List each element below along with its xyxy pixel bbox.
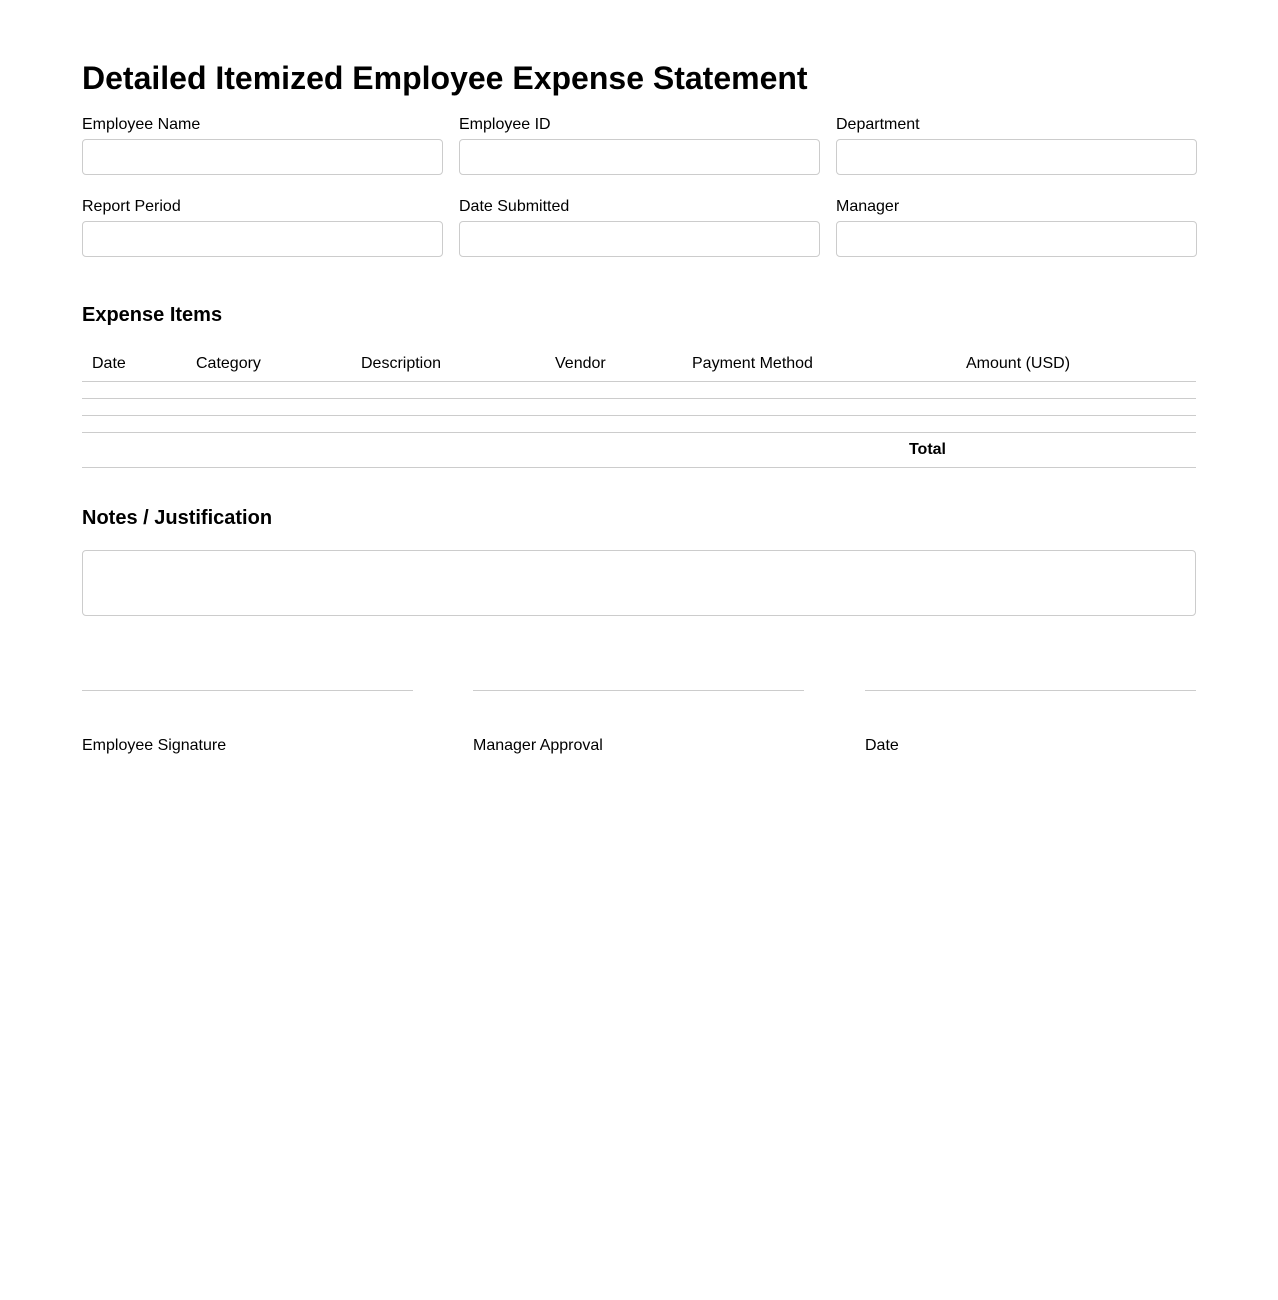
table-cell[interactable] [186, 415, 351, 432]
employee-signature-label: Employee Signature [82, 737, 227, 754]
employee-info-fields [82, 115, 1196, 257]
employee-id-input[interactable] [459, 139, 820, 175]
table-row [82, 381, 1196, 398]
department-field [836, 115, 1197, 175]
table-cell[interactable] [82, 381, 186, 398]
manager-input[interactable] [836, 221, 1197, 257]
table-cell[interactable] [186, 381, 351, 398]
table-cell[interactable] [956, 415, 1196, 432]
expense-items-heading: Expense Items [82, 304, 223, 326]
date-submitted-field [459, 197, 820, 257]
employee-signature-line[interactable] [82, 690, 413, 691]
department-label: Department [836, 116, 920, 133]
column-header-payment-method: Payment Method [682, 347, 956, 381]
department-input[interactable] [836, 139, 1197, 175]
table-cell[interactable] [545, 415, 682, 432]
date-signature-line[interactable] [865, 690, 1196, 691]
manager-label: Manager [836, 198, 900, 215]
notes-heading: Notes / Justification [82, 507, 273, 529]
table-cell[interactable] [682, 398, 956, 415]
table-row [82, 398, 1196, 415]
manager-field [836, 197, 1197, 257]
manager-approval-line[interactable] [473, 690, 804, 691]
table-cell[interactable] [956, 398, 1196, 415]
report-period-label: Report Period [82, 198, 181, 215]
employee-name-input[interactable] [82, 139, 443, 175]
column-header-description: Description [351, 347, 545, 381]
total-value [956, 432, 1196, 467]
report-period-field [82, 197, 443, 257]
employee-id-label: Employee ID [459, 116, 551, 133]
column-header-amount: Amount (USD) [956, 347, 1196, 381]
employee-id-field [459, 115, 820, 175]
notes-textarea[interactable] [82, 550, 1196, 616]
expense-items-table [82, 347, 1196, 468]
table-cell[interactable] [351, 381, 545, 398]
table-cell[interactable] [82, 398, 186, 415]
column-header-vendor: Vendor [545, 347, 682, 381]
table-cell[interactable] [82, 415, 186, 432]
date-signature-label: Date [865, 737, 899, 754]
date-submitted-input[interactable] [459, 221, 820, 257]
table-cell[interactable] [545, 381, 682, 398]
page-title: Detailed Itemized Employee Expense Statement [82, 60, 808, 96]
employee-name-label: Employee Name [82, 116, 201, 133]
date-submitted-label: Date Submitted [459, 198, 570, 215]
total-label: Total [82, 432, 956, 467]
table-cell[interactable] [351, 415, 545, 432]
table-cell[interactable] [682, 415, 956, 432]
employee-name-field [82, 115, 443, 175]
column-header-category: Category [186, 347, 351, 381]
table-cell[interactable] [186, 398, 351, 415]
manager-approval-label: Manager Approval [473, 737, 603, 754]
employee-signature-block [82, 690, 413, 756]
column-header-date: Date [82, 347, 186, 381]
table-header-row [82, 347, 1196, 381]
table-cell[interactable] [351, 398, 545, 415]
table-row [82, 415, 1196, 432]
report-period-input[interactable] [82, 221, 443, 257]
date-signature-block [865, 690, 1196, 756]
table-cell[interactable] [682, 381, 956, 398]
table-cell[interactable] [545, 398, 682, 415]
total-row [82, 432, 1196, 467]
manager-approval-block [473, 690, 804, 756]
table-cell[interactable] [956, 381, 1196, 398]
